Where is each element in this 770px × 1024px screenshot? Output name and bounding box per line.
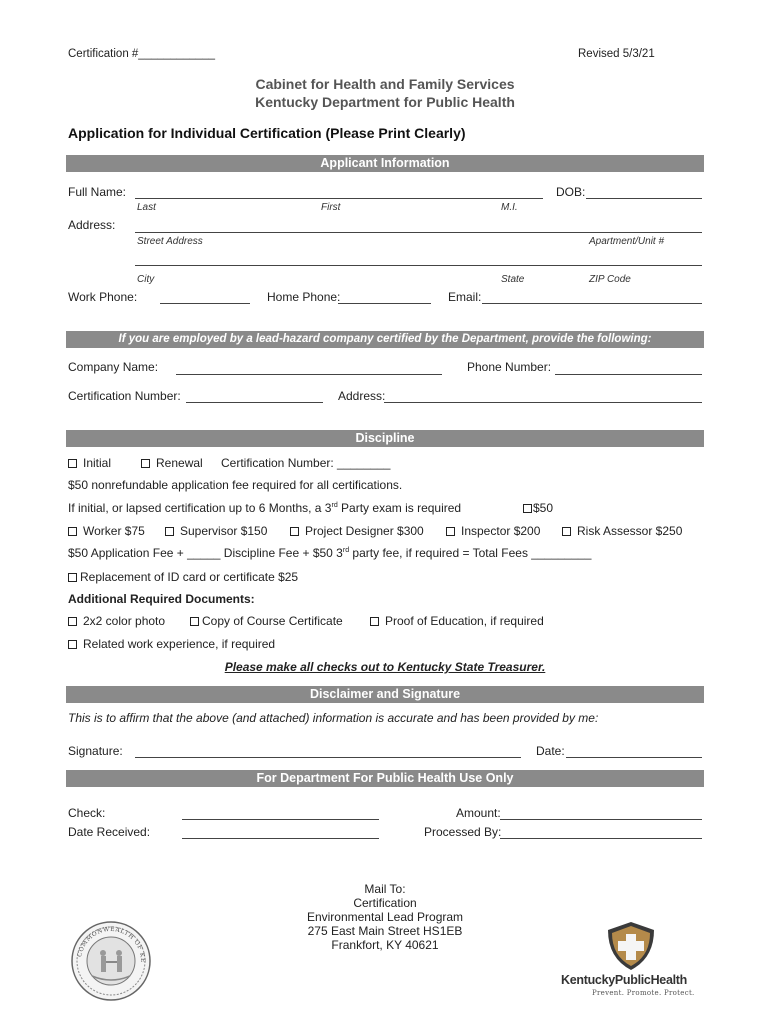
svg-text:COMMONWEALTH OF KENTUCKY: COMMONWEALTH OF KE [76,925,147,964]
public-health-shield-icon [604,920,658,972]
public-health-logo-text: KentuckyPublicHealth [561,973,687,987]
checkbox-icon [68,573,77,582]
check-label: Check: [68,806,106,820]
address-label: Address: [68,218,116,232]
processed-by-label: Processed By: [424,825,502,839]
amount-label: Amount: [456,806,501,820]
total-fees-line: $50 Application Fee + _____ Discipline Fee + $50 3rd party fee, if required = Total Fees _________ [68,546,592,560]
signature-field[interactable] [135,757,521,758]
agency-name: Cabinet for Health and Family Services [255,76,515,92]
full-name-field[interactable] [135,198,543,199]
checkbox-icon [562,527,571,536]
exam-fee-option[interactable]: $50 [523,501,553,515]
lapsed-exam-note: If initial, or lapsed certification up to 6 Months, a 3rd Party exam is required [68,501,462,515]
department-use-bar: For Department For Public Health Use Only [66,770,704,787]
signature-date-label: Date: [536,744,565,758]
risk-assessor-option[interactable]: Risk Assessor $250 [562,524,682,538]
city-caption: City [137,274,155,285]
middle-initial-caption: M.I. [501,202,518,213]
dob-field[interactable] [586,198,702,199]
department-name: Kentucky Department for Public Health [255,94,515,110]
check-field[interactable] [182,819,379,820]
city-state-zip-field[interactable] [135,265,702,266]
apartment-caption: Apartment/Unit # [589,236,665,247]
work-phone-field[interactable] [160,303,250,304]
photo-option[interactable]: 2x2 color photo [68,614,165,628]
proof-of-education-option[interactable]: Proof of Education, if required [370,614,544,628]
street-address-field[interactable] [135,232,702,233]
checkbox-icon [370,617,379,626]
applicant-information-bar: Applicant Information [66,155,704,172]
discipline-cert-number[interactable]: Certification Number: ________ [221,456,391,470]
work-phone-label: Work Phone: [68,290,138,304]
state-caption: State [501,274,525,285]
company-cert-number-label: Certification Number: [68,389,181,403]
mail-to-line4: 275 East Main Street HS1EB [307,924,463,938]
checks-payable-note: Please make all checks out to Kentucky State Treasurer. [224,660,546,674]
mail-to-line1: Mail To: [364,882,406,896]
checkbox-icon [523,504,532,513]
company-name-field[interactable] [176,374,442,375]
date-received-field[interactable] [182,838,379,839]
street-address-caption: Street Address [137,236,203,247]
email-field[interactable] [482,303,702,304]
seal-lettering-ring [72,924,150,998]
replacement-option[interactable]: Replacement of ID card or certificate $25 [68,570,298,584]
course-certificate-option[interactable]: Copy of Course Certificate [190,614,343,628]
mail-to-line5: Frankfort, KY 40621 [331,938,439,952]
supervisor-option[interactable]: Supervisor $150 [165,524,267,538]
first-name-caption: First [321,202,341,213]
initial-option[interactable]: Initial [68,456,111,470]
company-address-field[interactable] [384,402,702,403]
disclaimer-bar: Disclaimer and Signature [66,686,704,703]
company-phone-label: Phone Number: [467,360,552,374]
signature-label: Signature: [68,744,123,758]
processed-by-field[interactable] [500,838,702,839]
checkbox-icon [290,527,299,536]
fee-note: $50 nonrefundable application fee required for all certifications. [68,478,403,492]
project-designer-option[interactable]: Project Designer $300 [290,524,424,538]
checkbox-icon [68,640,77,649]
checkbox-icon [68,459,77,468]
mail-to-line2: Certification [353,896,417,910]
checkbox-icon [68,527,77,536]
full-name-label: Full Name: [68,185,127,199]
checkbox-icon [141,459,150,468]
home-phone-label: Home Phone: [267,290,341,304]
signature-date-field[interactable] [566,757,702,758]
company-name-label: Company Name: [68,360,159,374]
amount-field[interactable] [500,819,702,820]
mail-to-line3: Environmental Lead Program [306,910,464,924]
checkbox-icon [446,527,455,536]
zip-caption: ZIP Code [589,274,631,285]
company-cert-number-field[interactable] [186,402,323,403]
checkbox-icon [165,527,174,536]
inspector-option[interactable]: Inspector $200 [446,524,540,538]
page-title: Application for Individual Certification (Please Print Clearly) [68,125,466,141]
renewal-option[interactable]: Renewal [141,456,203,470]
additional-documents-heading: Additional Required Documents: [68,592,255,606]
work-experience-option[interactable]: Related work experience, if required [68,637,275,651]
certification-number-label: Certification #____________ [68,48,216,60]
company-address-label: Address: [338,389,386,403]
company-phone-field[interactable] [555,374,702,375]
discipline-bar: Discipline [66,430,704,447]
worker-option[interactable]: Worker $75 [68,524,145,538]
company-section-bar: If you are employed by a lead-hazard company certified by the Department, provide the following: [66,331,704,348]
checkbox-icon [190,617,199,626]
last-name-caption: Last [137,202,156,213]
affirmation-text: This is to affirm that the above (and attached) information is accurate and has been provided by me: [68,711,599,725]
date-received-label: Date Received: [68,825,151,839]
dob-label: DOB: [556,185,586,199]
revised-date: Revised 5/3/21 [578,48,655,60]
public-health-tagline: Prevent. Promote. Protect. [592,989,695,997]
checkbox-icon [68,617,77,626]
email-label: Email: [448,290,482,304]
home-phone-field[interactable] [338,303,431,304]
